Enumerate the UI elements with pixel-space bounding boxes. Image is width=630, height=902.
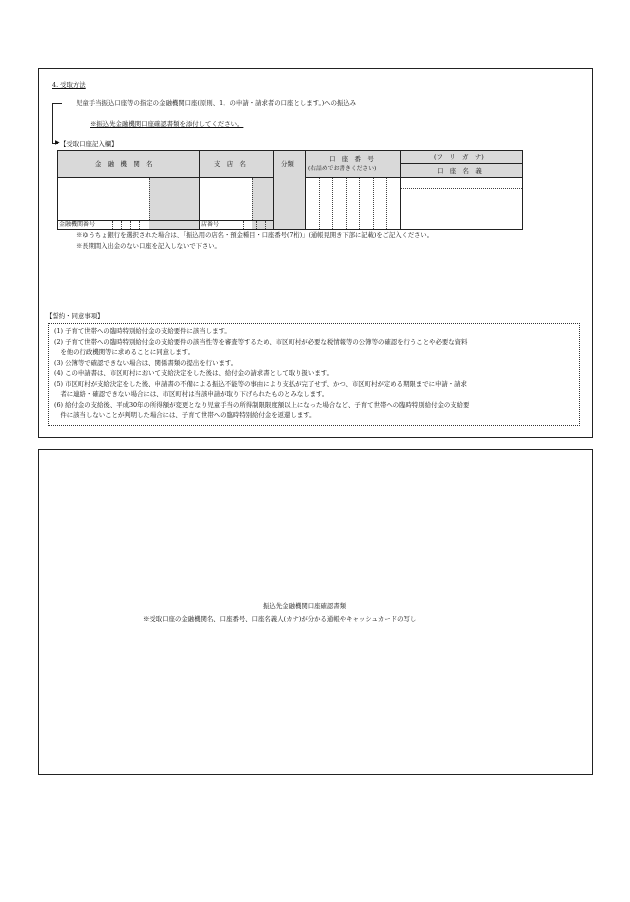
section4-line1: 児童手当振込口座等の指定の金融機関口座(原則、1．の申請・請求者の口座とします。)への振込み [76, 99, 357, 107]
holder-cell[interactable] [400, 150, 523, 230]
pledge-title: 【誓約・同意事項】 [46, 312, 104, 320]
header-sep-bank [57, 177, 274, 178]
bank-code-digit [130, 221, 131, 229]
holder-dotted-line [401, 188, 522, 189]
pledge-item: (3) 公簿等で確認できない場合は、関係書類の提出を行います。 [54, 358, 238, 367]
pledge-item: (2) 子育て世帯への臨時特別給付金の支給要件の該当性等を審査等するため、市区町村が必要な税情報等の公簿等の確認を行うことや必要な資料 [54, 337, 468, 346]
digit-divider [359, 178, 360, 229]
section4-heading: 4. 受取方法 [52, 81, 86, 89]
digit-divider [332, 178, 333, 229]
bank-divider [149, 178, 150, 220]
note-long-term: ※長期間入出金のない口座を記入しないで下さい。 [76, 243, 221, 250]
attachment-box[interactable] [38, 449, 593, 775]
header-holder: 口 座 名 義 [437, 167, 482, 175]
digit-divider [373, 178, 374, 229]
header-number: 口 座 番 号 [329, 155, 374, 163]
arrow-icon: ▶ [55, 139, 60, 146]
digit-divider [386, 178, 387, 229]
pledge-item: (1) 子育て世帯への臨時特別給付金の支給要件に該当します。 [54, 327, 231, 335]
pledge-item: を他の行政機関等に求めることに同意します。 [54, 348, 195, 356]
branch-code-digit [256, 221, 257, 229]
pledge-item: 件に該当しないことが判明した場合には、子育て世帯への臨時特別給付金を返還します。 [54, 411, 316, 419]
section4-line2 [90, 121, 243, 127]
pledge-item: 者に連絡・確認できない場合には、市区町村は当該申請が取り下げられたものとみなします。 [54, 390, 329, 398]
header-sep-holder [400, 177, 523, 178]
note-yucho: ※ゆうちょ銀行を選択された場合は、「振込用の店名・預金種目・口座番号(7桁)」(通帳見開き下部に記載)をご記入ください。 [76, 232, 434, 239]
attachment-title: 振込先金融機関口座確認書類 [263, 602, 347, 610]
bank-code-digit [121, 221, 122, 229]
pledge-item: (5) 市区町村が支給決定をした後、申請書の不備による振込不能等の事由により支払が完了せず、かつ、市区町村が定める期限までに申請・請求 [54, 379, 467, 388]
header-furigana: (フ リ ガ ナ) [434, 153, 484, 161]
bank-code-digit [139, 221, 140, 229]
bracket-top [52, 103, 62, 104]
account-box-label: 【受取口座記入欄】 [60, 140, 118, 148]
branch-code-digit [243, 221, 244, 229]
pledge-item: (6) 給付金の支給後、平成30年の所得額が変更となり児童手当の所得制限限度額以上になった場合など、子育て世帯への臨時特別給付金の支給要 [54, 400, 470, 409]
pledge-item: (4) この申請書は、市区町村において支給決定をした後は、給付金の請求書として取り扱います。 [54, 369, 333, 377]
section4-line2-text: ※振込先金融機関口座確認書類を添付してください。 [90, 120, 244, 128]
digit-divider [346, 178, 347, 229]
header-branch: 支 店 名 [214, 160, 246, 168]
bank-code-digit [112, 221, 113, 229]
digit-divider [319, 178, 320, 229]
header-number-note: (右詰めでお書きください) [308, 166, 377, 172]
bracket-vertical [52, 103, 53, 143]
attachment-description: ※受取口座の金融機関名、口座番号、口座名義人(カナ)が分かる通帳やキャッシュカードの写し [143, 615, 417, 623]
branch-code-digit [265, 221, 266, 229]
branch-divider [252, 178, 253, 220]
branch-code-label: 店番号 [201, 221, 220, 228]
header-bank: 金 融 機 関 名 [95, 160, 153, 168]
header-category: 分類 [281, 160, 294, 168]
header-sep-furigana [400, 163, 523, 164]
bank-code-label: 金融機関番号 [59, 221, 96, 228]
